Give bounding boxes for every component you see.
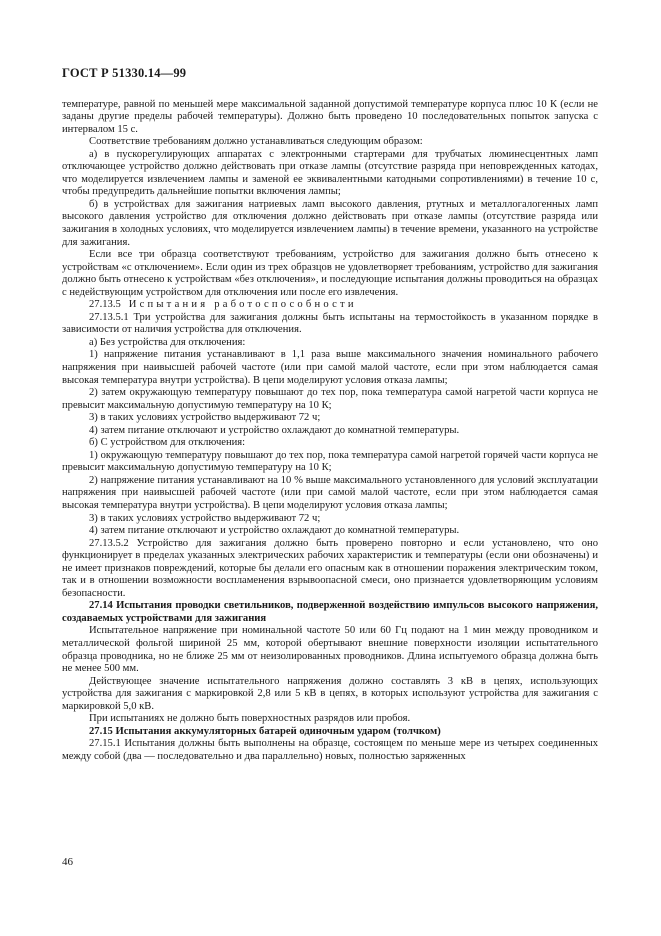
paragraph: 27.13.5.2 Устройство для зажигания должно быть проверено повторно и если установлено, что оно функционирует в пределах указанных электрических рабочих характеристик и температуры (если они обозначены) и не имеет признаков повреждений, которые бы делали его опасным как в отношении поражения электрическим током, так и в отношении возможности воспламенения взрывоопасной смеси, оно признается удовлетворяющим условиям безопасности. — [62, 537, 598, 599]
paragraph: 2) затем окружающую температуру повышают до тех пор, пока температура самой нагретой части корпуса не превысит максимальную допустимую температуру на 10 К; — [62, 387, 598, 411]
section-heading: 27.15 Испытания аккумуляторных батарей одиночным ударом (толчком) — [89, 725, 441, 737]
paragraph: 4) затем питание отключают и устройство охлаждают до комнатной температуры. — [89, 525, 460, 537]
paragraph: температуре, равной по меньшей мере максимальной заданной допустимой температуре корпуса плюс 10 К (если не заданы другие пределы рабочей температуры). Должно быть проведено 10 последовательных попыток запуска с интервалом 15 с. — [62, 98, 598, 135]
paragraph: При испытаниях не должно быть поверхностных разрядов или пробоя. — [89, 713, 411, 725]
paragraph: Соответствие требованиям должно устанавливаться следующим образом: — [89, 136, 423, 148]
page-number: 46 — [62, 856, 73, 868]
paragraph: Действующее значение испытательного напряжения должно составлять 3 кВ в цепях, использующих устройства для зажигания с маркировкой 2,8 или 5 кВ в цепях, в которых используют устройства для зажигания с маркировкой 5,0 кВ. — [62, 675, 598, 712]
paragraph: 3) в таких условиях устройство выдерживают 72 ч; — [89, 512, 321, 524]
paragraph: 4) затем питание отключают и устройство охлаждают до комнатной температуры. — [89, 424, 460, 436]
section-number: 27.13.5 — [89, 299, 121, 311]
paragraph: 27.15.1 Испытания должны быть выполнены на образце, состоящем по меньше мере из четырех соединенных между собой (два — последовательно и два параллельно) новых, полностью заряженных — [62, 738, 598, 762]
paragraph: б) в устройствах для зажигания натриевых ламп высокого давления, ртутных и металлогалогенных ламп высокого давления устройство для отключения должно действовать при отказе лампы (отсутствие разряда или зажигания в холодных условиях, что моделируется извлечением лампы) в течение времени, указанного на устройстве для зажигания. — [62, 198, 598, 248]
paragraph: б) С устройством для отключения: — [89, 437, 246, 449]
paragraph: Испытательное напряжение при номинальной частоте 50 или 60 Гц подают на 1 мин между проводником и металлической фольгой шириной 25 мм, которой обертывают внешние поверхности изоляции испытательного образца проводника, но не ближе 25 мм от неизолированных проводников. Длина испытуемого образца должна быть не менее 500 мм. — [62, 625, 598, 675]
paragraph: 2) напряжение питания устанавливают на 10 % выше максимального установленного для условий эксплуатации напряжения при наивысшей рабочей частоте (или при самой малой частоте, если при этом наблюдается самая высокая температура внутри устройства). В цепи моделируют условия отказа лампы; — [62, 474, 598, 511]
paragraph: 1) окружающую температуру повышают до тех пор, пока температура самой нагретой горячей части корпуса не превысит максимальную допустимую температуру на 10 К; — [62, 449, 598, 474]
section-title: Испытания работоспособности — [128, 299, 357, 311]
section-heading — [62, 299, 598, 312]
paragraph: а) Без устройства для отключения: — [89, 336, 246, 348]
paragraph: а) в пускорегулирующих аппаратах с электронными стартерами для трубчатых люминесцентных ламп отключающее устройство должно действовать при отказе лампы (отсутствие разряда при неповрежденных катодах, что моделируется извлечением лампы и заменой ее эквивалентными катодными сопротивлениями) в течение 10 с, чтобы предупредить дальнейшие попытки включения лампы; — [62, 148, 598, 198]
paragraph: 1) напряжение питания устанавливают в 1,1 раза выше максимального значения номинального рабочего напряжения при наивысшей рабочей частоте (или при самой малой частоте, если при этом наблюдается самая высокая температура внутри устройства). В цепи моделируют условия отказа лампы; — [62, 349, 598, 386]
section-heading: 27.14 Испытания проводки светильников, подверженной воздействию импульсов высокого напряжения, создаваемых устройствами для зажигания — [62, 600, 598, 624]
paragraph: 27.13.5.1 Три устройства для зажигания должны быть испытаны на термостойкость в указанном порядке в зависимости от наличия устройства для отключения. — [62, 311, 598, 336]
body-text — [62, 99, 598, 764]
paragraph: 3) в таких условиях устройство выдерживают 72 ч; — [89, 412, 321, 424]
standard-header: ГОСТ Р 51330.14—99 — [62, 66, 187, 80]
paragraph: Если все три образца соответствуют требованиям, устройство для зажигания должно быть отнесено к устройствам «с отключением». Если один из трех образцов не удовлетворяет требованиям, устройство для зажигания должно быть отнесено к устройствам «без отключения», и последующие испытания должны проводиться на образцах с недействующим устройством для отключения или после его извлечения. — [62, 249, 598, 298]
